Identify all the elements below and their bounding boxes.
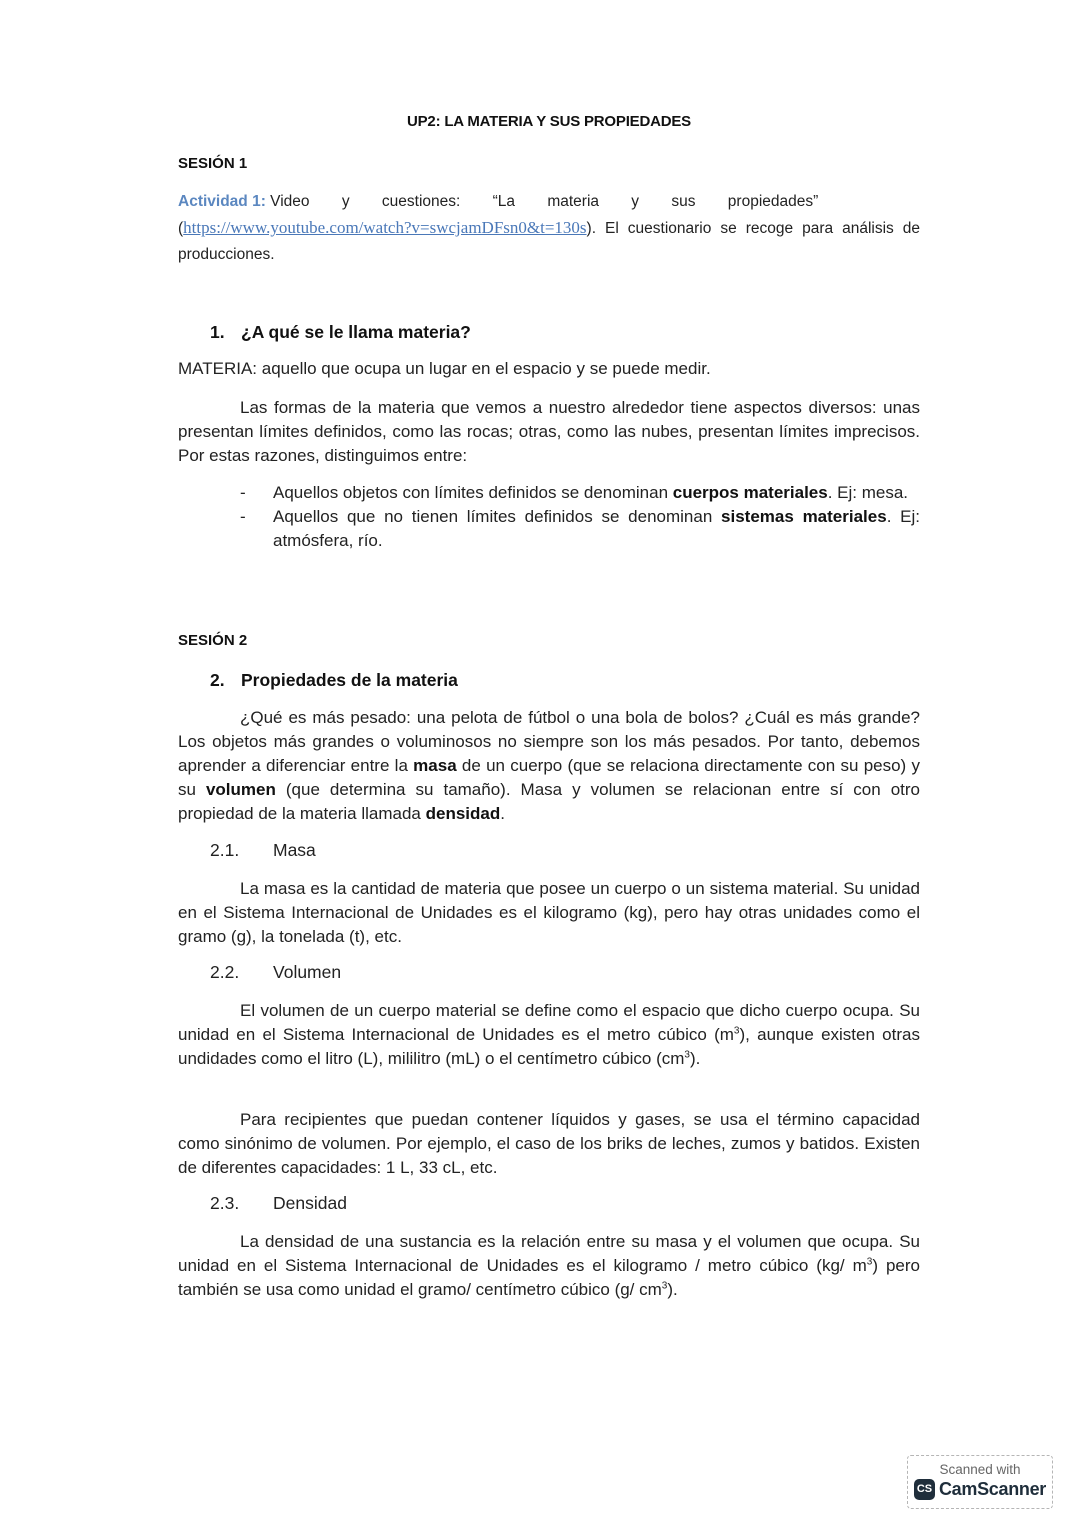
question-1-number: 1. [210, 322, 225, 342]
bullet-dash: - [240, 507, 246, 526]
text-segment: ). [689, 1049, 701, 1068]
watermark-brand: CamScanner [938, 1479, 1047, 1499]
subsection-number: 2.1. [210, 840, 240, 860]
subsection-title: Volumen [273, 962, 342, 982]
superscript: 3 [866, 1256, 873, 1268]
activity-text: Video y cuestiones: “La materia y sus propiedades” [270, 193, 819, 210]
bullet-bold-term: cuerpos materiales [672, 483, 828, 502]
materia-types-list [240, 481, 920, 553]
bullet-example: . Ej: atmósfera, río. [273, 507, 920, 550]
text-segment: La densidad de una sustancia es la relación entre su masa y el volumen que ocupa. Su unidad en el Sistema Internacional de Unidades es el kilogramo / metro cúbico (kg/ m [178, 1232, 920, 1275]
list-item [240, 505, 920, 553]
subsection-2-1-heading [210, 840, 316, 861]
text-segment: ). [667, 1280, 678, 1299]
question-2-number: 2. [210, 670, 225, 690]
text-segment: (que determina su tamaño). Masa y volumen se relacionan entre sí con otro propiedad de la materia llamada [178, 780, 920, 823]
document-title: UP2: LA MATERIA Y SUS PROPIEDADES [406, 113, 691, 130]
activity-1 [178, 189, 920, 268]
densidad-paragraph [178, 1230, 920, 1302]
question-1-text: ¿A qué se le llama materia? [241, 322, 471, 342]
bullet-text: Aquellos objetos con límites definidos se denominan [273, 483, 673, 502]
superscript: 3 [684, 1049, 690, 1061]
watermark-caption: Scanned with [939, 1462, 1021, 1477]
volumen-paragraph [178, 999, 920, 1071]
link-close-paren: ). [586, 220, 597, 237]
materia-forms-paragraph: Las formas de la materia que vemos a nuestro alrededor tiene aspectos diversos: unas presentan límites definidos, como las rocas; otras, como las nubes, presentan límites imprecisos. Por estas razones, distinguimos entre: [178, 398, 920, 465]
term-densidad: densidad [425, 804, 501, 823]
question-2-heading [210, 670, 458, 691]
question-2-text: Propiedades de la materia [241, 670, 458, 690]
subsection-title: Densidad [273, 1193, 347, 1213]
bullet-example: . Ej: mesa. [827, 483, 909, 502]
masa-paragraph: La masa es la cantidad de materia que posee un cuerpo o un sistema material. Su unidad en el Sistema Internacional de Unidades es el kilogramo (kg), pero hay otras unidades como el gramo (g), la tonelada (t), etc. [178, 879, 920, 946]
capacidad-paragraph: Para recipientes que puedan contener líquidos y gases, se usa el término capacidad como sinónimo de volumen. Por ejemplo, el caso de los briks de leches, zumos y batidos. Existen de diferentes capacidades: 1 L, 33 cL, etc. [178, 1110, 920, 1177]
camscanner-logo-icon: CS [914, 1479, 935, 1500]
properties-paragraph [178, 706, 920, 826]
subsection-title: Masa [273, 840, 316, 860]
text-segment: ¿Qué es más pesado: una pelota de fútbol o una bola de bolos? ¿Cuál es más grande? Los objetos más grandes o voluminosos no siempre son los más pesados. Por tanto, debemos aprender a diferenciar entre la [178, 708, 920, 775]
text-segment: . [500, 804, 505, 823]
camscanner-watermark [907, 1455, 1053, 1509]
materia-definition: MATERIA: aquello que ocupa un lugar en el espacio y se puede medir. [178, 359, 711, 378]
subsection-2-2-heading [210, 962, 341, 983]
bullet-dash: - [240, 483, 246, 502]
term-volumen: volumen [205, 780, 276, 799]
activity-rest: El cuestionario se recoge para análisis de producciones. [178, 220, 921, 263]
text-segment: ), aunque existen otras undidades como el litro (L), mililitro (mL) o el centímetro cúbico (cm [178, 1025, 920, 1068]
subsection-number: 2.2. [210, 962, 240, 982]
text-segment: ) pero también se usa como unidad el gramo/ centímetro cúbico (g/ cm [178, 1256, 920, 1299]
youtube-link[interactable]: https://www.youtube.com/watch?v=swcjamDFsn0&t=130s [183, 218, 587, 237]
subsection-2-3-heading [210, 1193, 347, 1214]
text-segment: El volumen de un cuerpo material se define como el espacio que dicho cuerpo ocupa. Su unidad en el Sistema Internacional de Unidades es el metro cúbico (m [178, 1001, 920, 1044]
list-item [240, 481, 920, 505]
superscript: 3 [661, 1280, 668, 1292]
superscript: 3 [733, 1025, 740, 1037]
text-segment: de un cuerpo (que se relaciona directamente con su peso) y su [178, 756, 920, 799]
session-2-label: SESIÓN 2 [178, 632, 248, 649]
bullet-text: Aquellos que no tienen límites definidos se denominan [273, 507, 722, 526]
link-open-paren: ( [178, 220, 184, 237]
question-1-heading [210, 322, 471, 343]
bullet-bold-term: sistemas materiales [721, 507, 887, 526]
subsection-number: 2.3. [210, 1193, 240, 1213]
activity-label: Actividad 1: [178, 193, 266, 210]
session-1-label: SESIÓN 1 [178, 155, 248, 172]
term-masa: masa [413, 756, 457, 775]
